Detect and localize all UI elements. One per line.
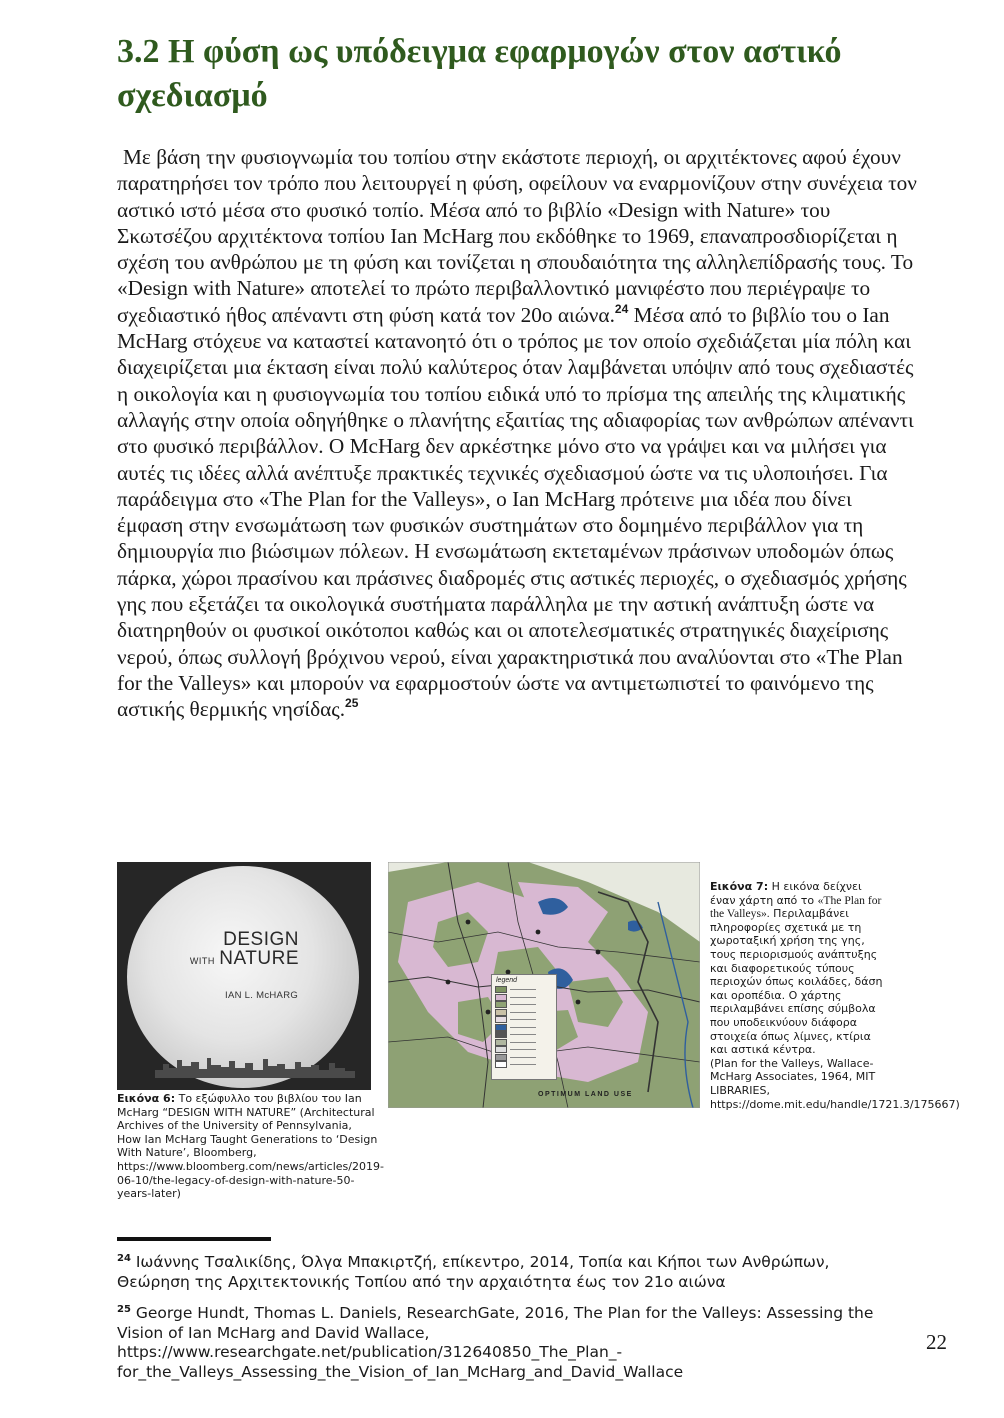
footnote-25-number: 25 — [117, 1304, 131, 1315]
skyline-silhouette — [155, 1052, 355, 1078]
figure6-label: Εικόνα 6: — [117, 1092, 176, 1105]
footnote-separator — [117, 1237, 271, 1241]
footnote-24-text: Ιωάννης Τσαλικίδης, Όλγα Μπακιρτζή, επίκεντρο, 2014, Τοπία και Κήποι των Ανθρώπων, Θεώρηση της Αρχιτεκτονικής Τοπίου από την αρχαιότητα έως τον 21ο αιώνα — [117, 1253, 830, 1291]
cover-title-nature: NATURE — [219, 948, 299, 969]
body-text-part1: Με βάση την φυσιογνωμία του τοπίου στην εκάστοτε περιοχή, οι αρχιτέκτονες αφού έχουν παρατηρήσει τον τρόπο που λειτουργεί η φύση, οφείλουν να εναρμονίζουν στην συνέχεια τον αστικό ιστό μέσα στο φυσικό τοπίο. Μέσα από το βιβλίο «Design with Nature» του Σκωτσέζου αρχιτέκτονα τοπίου Ian McHarg που εκδόθηκε το 1969, επαναπροσδιορίζεται η σχέση του ανθρώπου με τη φύση και τονίζεται η σπουδαιότητα της αλληλεπίδρασής τους. Το «Design with Nature» αποτελεί το πρώτο περιβαλλοντικό μανιφέστο που περιέγραψε το σχεδιαστικό ήθος απέναντι στη φύση κατά τον 20ο αιώνα. — [117, 145, 917, 327]
figure6-caption-text: Το εξώφυλλο του βιβλίου του Ian McHarg “DESIGN WITH NATURE” (Architectural Archives of the University of Pennsylvania, How Ian McHarg Taught Generations to ‘Design With Nature’, Bloomberg, https://www.bloomberg.com/news/articles/2019-06-10/the-legacy-of-design-with-nature-50-years-later) — [117, 1092, 384, 1201]
footnote-ref-24[interactable]: 24 — [614, 301, 629, 316]
cover-title-with: WITH — [189, 956, 215, 966]
body-paragraph — [117, 144, 917, 723]
cover-title — [127, 930, 299, 971]
figure7-caption-a: Η εικόνα δείχνει έναν χάρτη από το — [710, 880, 862, 907]
page-number: 22 — [926, 1330, 947, 1354]
footnote-25 — [117, 1304, 887, 1382]
cover-title-design: DESIGN — [223, 929, 299, 950]
figure7-label: Εικόνα 7: — [710, 880, 769, 893]
body-text-part2: Μέσα από το βιβλίο του ο Ian McHarg στόχευε να καταστεί κατανοητό ότι ο τρόπος με τον οποίο σχεδιάζεται μία πόλη και διαχειρίζεται μια έκταση είναι πολύ καλύτερος όταν λαμβάνεται υπόψιν από τους σχεδιαστές η οικολογία και η φυσιογνωμία του τοπίου ειδικά υπό το πρίσμα της απειλής της κλιματικής αλλαγής στην οποία οδηγήθηκε ο πλανήτης εξαιτίας της αδιαφορίας των ανθρώπων απέναντι στο φυσικό περιβάλλον. Ο McHarg δεν αρκέστηκε μόνο στο να γράψει και να μιλήσει για αυτές τις ιδέες αλλά ανέπτυξε πρακτικές τεχνικές σχεδιασμού ώστε να τις υλοποιήσει. Για παράδειγμα στο «The Plan for the Valleys», ο Ian McHarg πρότεινε μια ιδέα που δίνει έμφαση στην ενσωμάτωση των φυσικών συστημάτων στο δομημένο περιβάλλον για τη δημιουργία πιο βιώσιμων πόλεων. Η ενσωμάτωση εκτεταμένων πράσινων υποδομών όπως πάρκα, χώροι πρασίνου και πράσινες διαδρομές στις αστικές περιοχές, ο σχεδιασμός χρήσης γης που εξετάζει τα οικολογικά συστήματα παράλληλα με την αστική ανάπτυξη ώστε να διατηρηθούν οι φυσικοί οικότοποι καθώς και οι αποτελεσματικές στρατηγικές διαχείρισης νερού, όπως συλλογή βρόχινου νερού, είναι χαρακτηριστικά που αναλύονται στο «The Plan for the Valleys» και μπορούν να εφαρμοστούν ώστε να αντιμετωπιστεί το φαινόμενο της αστικής θερμικής νησίδας. — [117, 302, 914, 722]
map-legend — [491, 974, 557, 1080]
land-use-map — [388, 862, 700, 1108]
legend-title: legend — [496, 977, 518, 984]
map-title: OPTIMUM LAND USE — [538, 1091, 633, 1098]
figure7-caption-b: Περιλαμβάνει πληροφορίες σχετικά με τη χωροταξική χρήση της γης, τους περιορισμούς ανάπτυξης και διαφορετικούς τύπους περιοχών όπως κοιλάδες, δάση και οροπέδια. Ο χάρτης περιλαμβάνει επίσης σύμβολα που υποδεικνύουν διάφορα στοιχεία όπως λίμνες, κτίρια και αστικά κέντρα. — [710, 907, 883, 1057]
figure7-caption-source: (Plan for the Valleys, Wallace-McHarg Associates, 1964, MIT LIBRARIES, https://dome.mit.edu/handle/1721.3/175667) — [710, 1056, 960, 1111]
cover-author: IAN L. McHARG — [225, 990, 299, 1001]
figure7-caption — [710, 880, 960, 1111]
cover-disc — [127, 866, 359, 1088]
section-title: 3.2 Η φύση ως υπόδειγμα εφαρμογών στον αστικό σχεδιασμό — [117, 33, 842, 114]
footnote-24-number: 24 — [117, 1253, 131, 1264]
figure7-caption-title: «The Plan for the Valleys». — [710, 893, 882, 921]
figure6-caption — [117, 1092, 384, 1201]
footnote-24 — [117, 1253, 887, 1292]
footnote-25-text: George Hundt, Thomas L. Daniels, ResearchGate, 2016, The Plan for the Valleys: Assessing the Vision of Ian McHarg and David Wallace, https://www.researchgate.net/publication/312640850_The_Plan_-for_the_Valleys_Assessing_the_Vision_of_Ian_McHarg_and_David_Wallace — [117, 1304, 874, 1381]
book-cover-image — [117, 862, 371, 1090]
footnote-ref-25[interactable]: 25 — [345, 696, 359, 711]
